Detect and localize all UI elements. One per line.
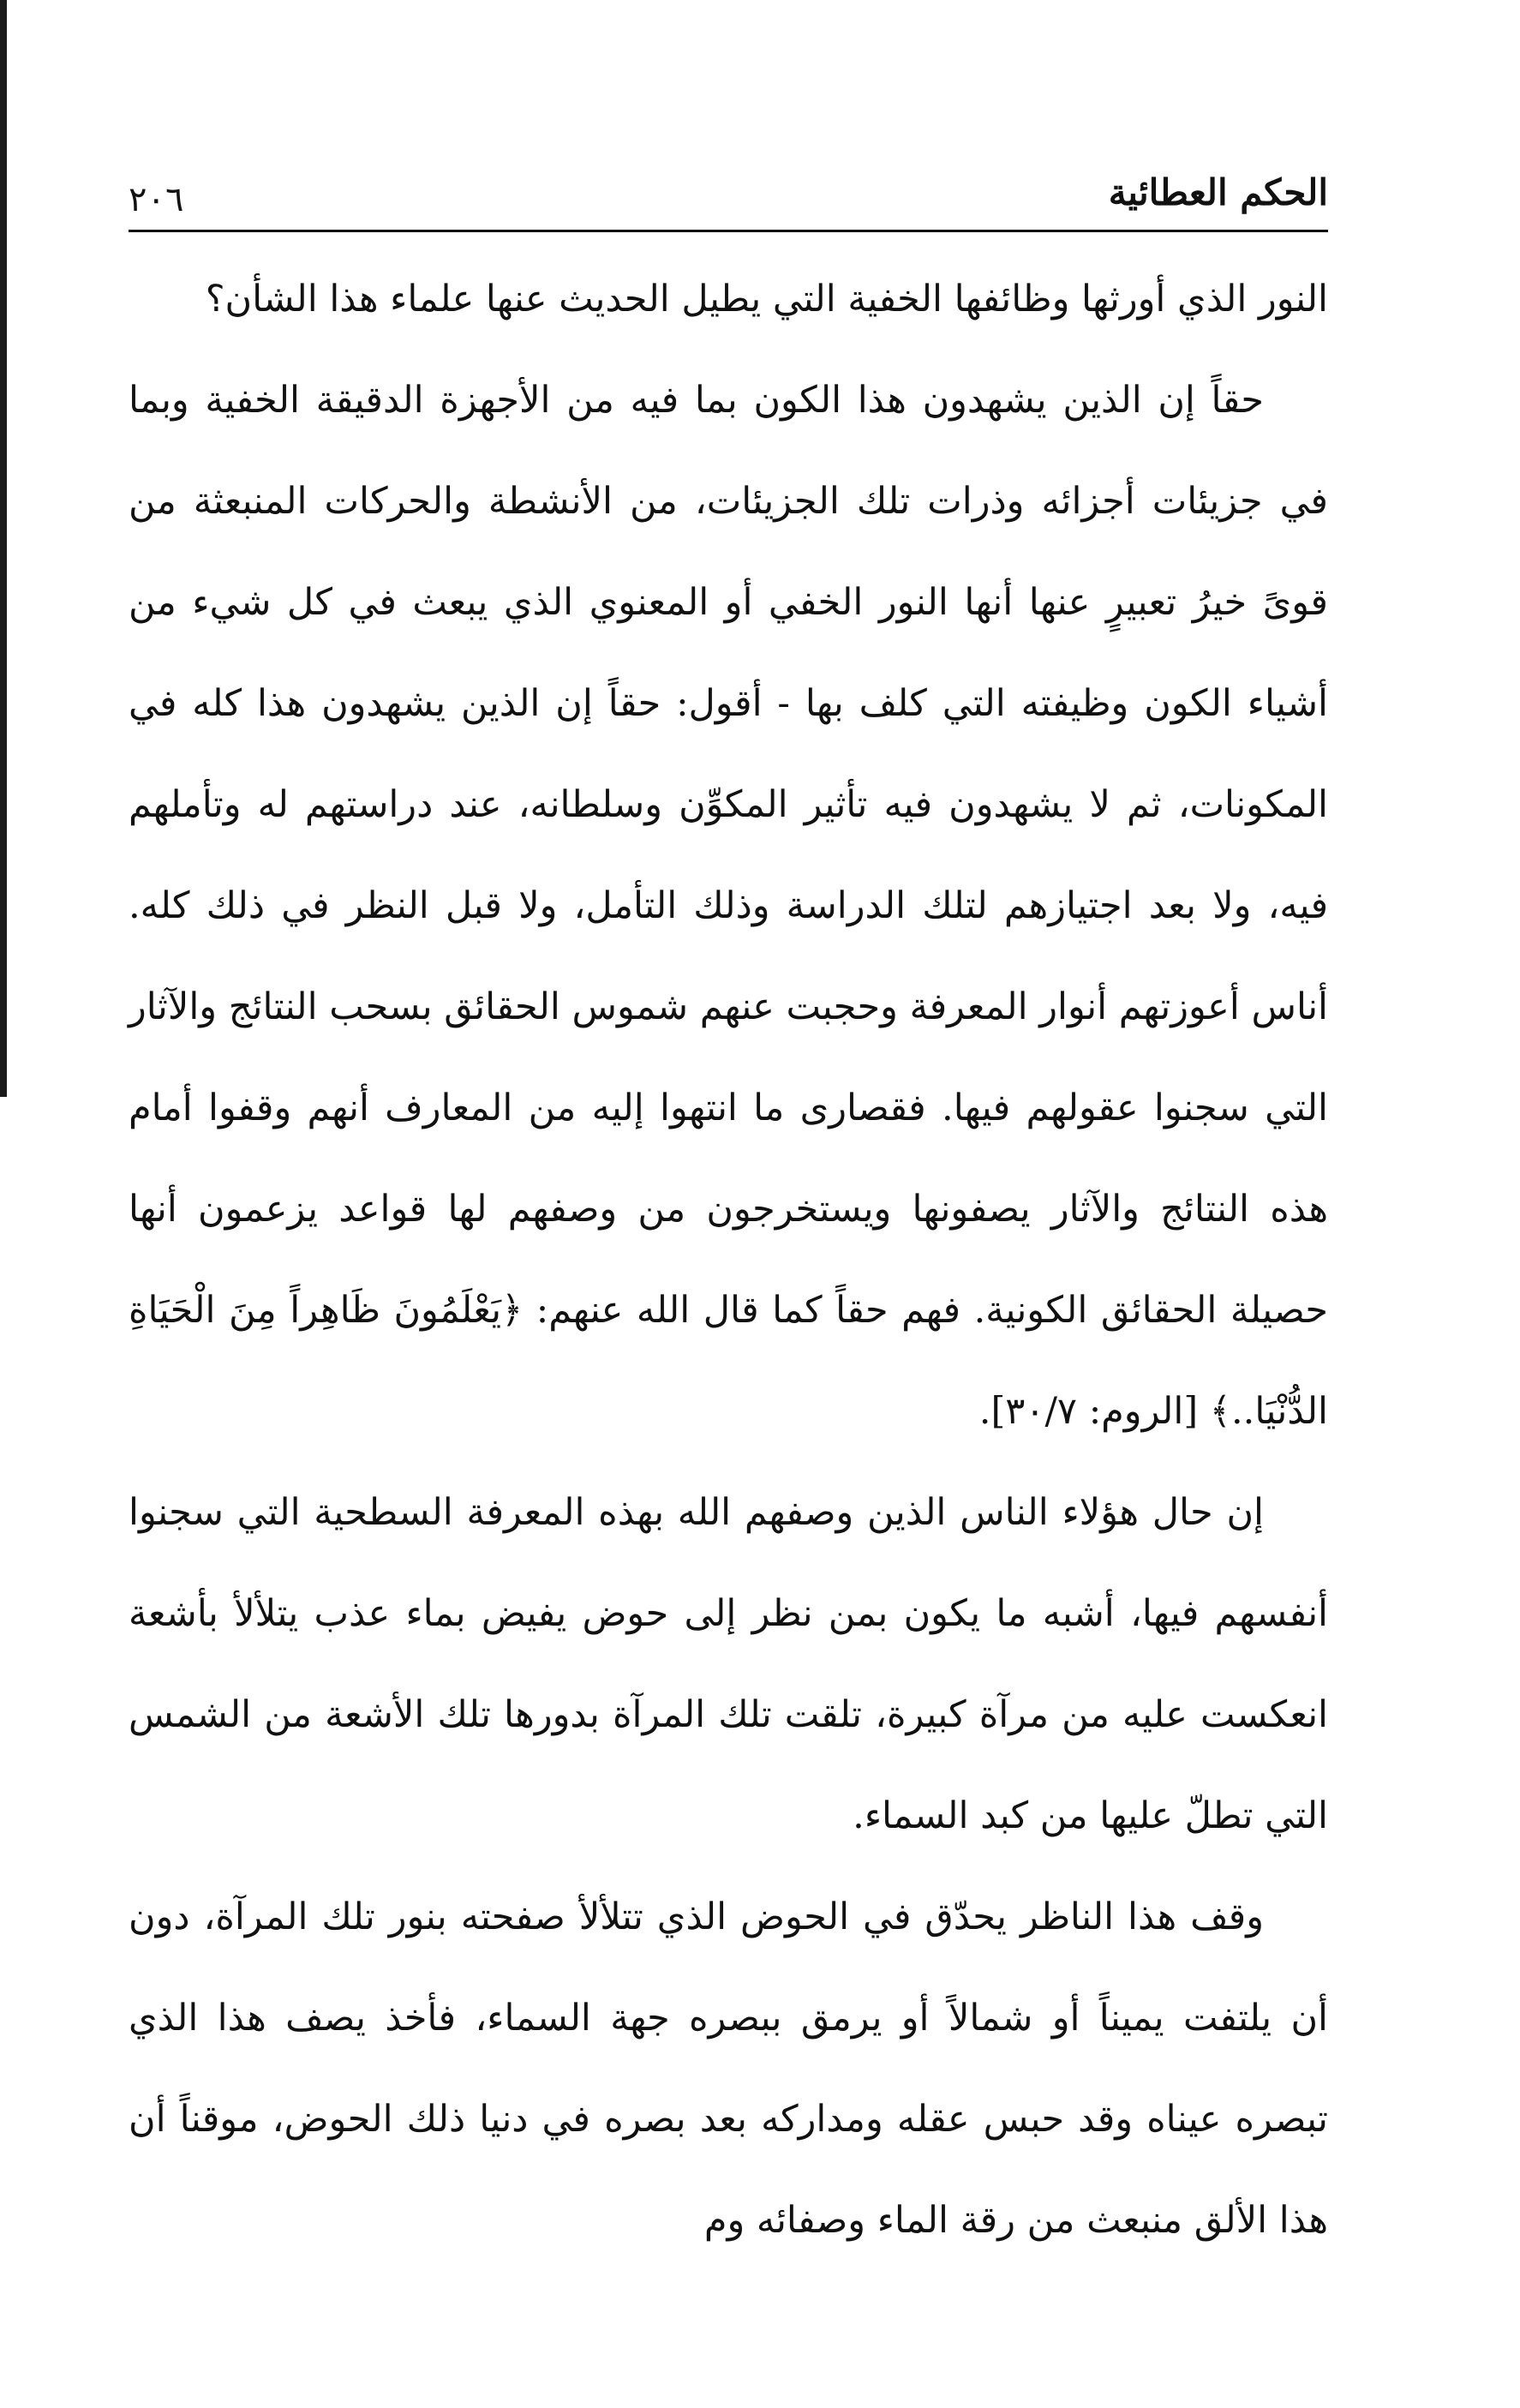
paragraph-3: إن حال هؤلاء الناس الذين وصفهم الله بهذه المعرفة السطحية التي سجنوا أنفسهم فيها، أشبه ما يكون بمن نظر إلى حوض يفيض بماء عذب يتلألأ بأشعة انعكست عليه من مرآة كبيرة، تلقت تلك المرآة بدورها تلك الأشعة من الشمس التي تطلّ عليها من كبد السماء. [129,1491,1328,1837]
running-title: الحكم العطائية [1108,171,1328,213]
paragraph-2: حقاً إن الذين يشهدون هذا الكون بما فيه من الأجهزة الدقيقة الخفية وبما في جزيئات أجزائه وذرات تلك الجزيئات، من الأنشطة والحركات المنبعثة من قوىً خيرُ تعبيرٍ عنها أنها النور الخفي أو المعنوي الذي يبعث في كل شيء من أشياء الكون وظيفته التي كلف بها - أقول: حقاً إن الذين يشهدون هذا كله في المكونات، ثم لا يشهدون فيه تأثير المكوِّن وسلطانه، عند دراستهم له وتأملهم فيه، ولا بعد اجتيازهم لتلك الدراسة وذلك التأمل، ولا قبل النظر في ذلك كله. أناس أعوزتهم أنوار المعرفة وحجبت عنهم شموس الحقائق بسحب النتائج والآثار التي سجنوا عقولهم فيها. فقصارى ما انتهوا إليه من المعارف أنهم وقفوا أمام هذه النتائج والآثار يصفونها ويستخرجون من وصفهم لها قواعد يزعمون أنها حصيلة الحقائق الكونية. فهم حقاً كما قال الله عنهم: ﴿يَعْلَمُونَ ظَاهِراً مِنَ الْحَيَاةِ الدُّنْيَا..﴾ [الروم: ٣٠/٧]. [129,379,1328,1433]
paragraph-1: النور الذي أورثها وظائفها الخفية التي يطيل الحديث عنها علماء هذا الشأن؟ [205,278,1328,320]
body-text [129,249,1328,2271]
header-rule [129,230,1328,232]
page-number: ٢٠٦ [129,180,184,219]
paragraph-4: وقف هذا الناظر يحدّق في الحوض الذي تتلألأ صفحته بنور تلك المرآة، دون أن يلتفت يميناً أو شمالاً أو يرمق ببصره جهة السماء، فأخذ يصف هذا الذي تبصره عيناه وقد حبس عقله ومداركه بعد بصره في دنيا ذلك الحوض، موقناً أن هذا الألق منبعث من رقة الماء وصفائه وم [129,1896,1328,2242]
page-header [129,163,1328,231]
scan-left-edge [0,0,7,1097]
